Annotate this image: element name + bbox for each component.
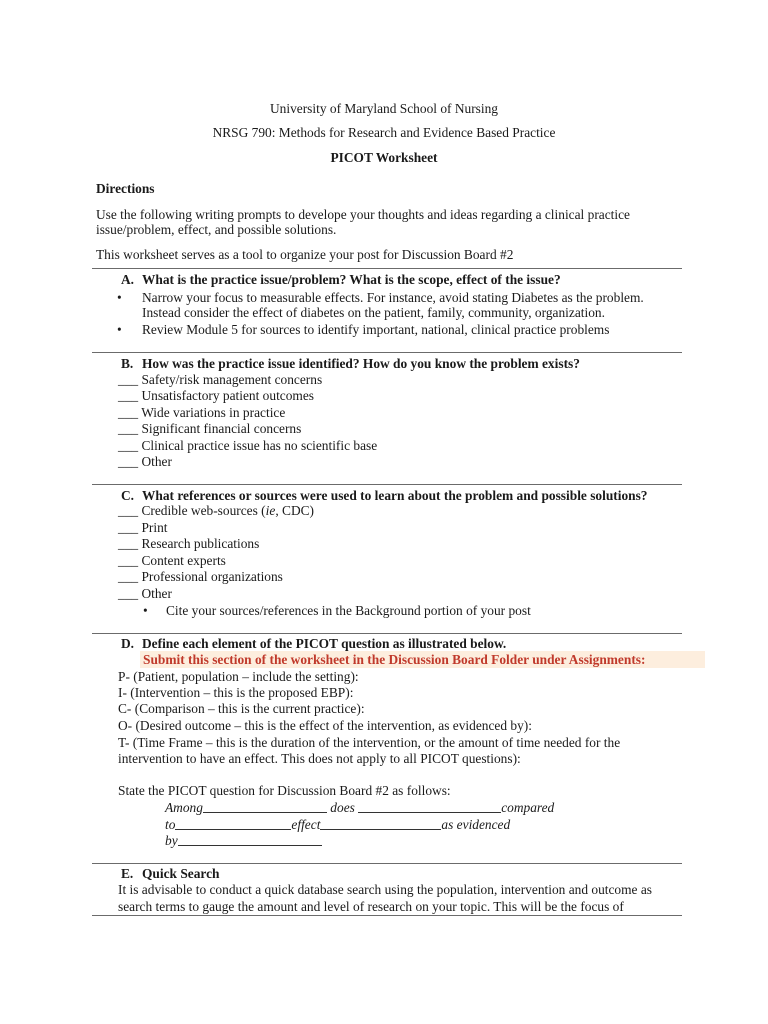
blank-line: ___	[118, 421, 139, 436]
section-a-letter: A.	[121, 272, 135, 287]
section-c-letter: C.	[121, 488, 135, 503]
checklist-item	[118, 520, 168, 536]
section-a-question: What is the practice issue/problem? What is the scope, effect of the issue?	[142, 272, 561, 287]
blank-line: ___	[118, 405, 139, 420]
blank-line: ___	[118, 438, 139, 453]
checklist-item	[118, 388, 314, 404]
blank-line: ___	[118, 569, 139, 584]
section-d-question: Define each element of the PICOT question as illustrated below.	[142, 636, 507, 651]
section-a-bullet1-line2: Instead consider the effect of diabetes on the patient, family, community, organization.	[142, 305, 605, 320]
picot-t-line2: intervention to have an effect. This does not apply to all PICOT questions):	[118, 751, 521, 766]
picot-template-line2	[165, 817, 510, 833]
blank-line: ___	[118, 553, 139, 568]
picot-t-line1: T- (Time Frame – this is the duration of the intervention, or the amount of time needed for the	[118, 735, 621, 750]
blank-line: ___	[118, 372, 139, 387]
checklist-item-label: Unsatisfactory patient outcomes	[141, 388, 314, 403]
section-c-bullet: Cite your sources/references in the Background portion of your post	[166, 603, 531, 618]
picot-among: Among	[165, 800, 203, 815]
section-e-heading: Quick Search	[142, 866, 220, 881]
section-b-question: How was the practice issue identified? How do you know the problem exists?	[142, 356, 580, 371]
section-divider	[92, 484, 682, 485]
checklist-item-label: Other	[141, 454, 172, 469]
checklist-item-label: Content experts	[141, 553, 226, 568]
directions-heading: Directions	[96, 181, 155, 196]
course-title: NRSG 790: Methods for Research and Evidence Based Practice	[212, 125, 556, 140]
university-name: University of Maryland School of Nursing	[270, 101, 498, 116]
checklist-item-label: Significant financial concerns	[141, 421, 302, 436]
directions-text-line1: Use the following writing prompts to develope your thoughts and ideas regarding a clinical practice	[96, 207, 630, 222]
checklist-item	[118, 553, 226, 569]
section-e-letter: E.	[121, 866, 134, 881]
section-divider	[92, 863, 682, 864]
section-a-bullet2: Review Module 5 for sources to identify important, national, clinical practice problems	[142, 322, 610, 337]
checklist-item	[118, 421, 301, 437]
checklist-item	[118, 569, 283, 585]
fill-in-blank	[358, 800, 501, 813]
bullet-icon: •	[117, 322, 122, 337]
checklist-item	[118, 405, 285, 421]
picot-c: C- (Comparison – this is the current practice):	[118, 701, 365, 716]
page-title: PICOT Worksheet	[330, 150, 438, 165]
picot-p: P- (Patient, population – include the setting):	[118, 669, 359, 684]
checklist-item-label: Clinical practice issue has no scientific base	[141, 438, 378, 453]
checklist-item-label-end: , CDC)	[275, 503, 315, 518]
blank-line: ___	[118, 503, 139, 518]
checklist-item	[118, 372, 322, 388]
checklist-item-label: Professional organizations	[141, 569, 283, 584]
blank-line: ___	[118, 520, 139, 535]
checklist-item	[118, 586, 172, 602]
picot-o: O- (Desired outcome – this is the effect of the intervention, as evidenced by):	[118, 718, 532, 733]
picot-i: I- (Intervention – this is the proposed EBP):	[118, 685, 354, 700]
section-divider	[92, 268, 682, 269]
blank-line: ___	[118, 536, 139, 551]
checklist-item	[118, 536, 259, 552]
checklist-item	[118, 503, 314, 519]
blank-line: ___	[118, 454, 139, 469]
picot-compared: compared	[501, 800, 555, 815]
checklist-item-label: Wide variations in practice	[141, 405, 286, 420]
picot-to: to	[165, 817, 176, 832]
picot-template-line3	[165, 833, 322, 849]
picot-as-evidenced: as evidenced	[441, 817, 511, 832]
section-divider	[92, 352, 682, 353]
section-e-text-line1: It is advisable to conduct a quick database search using the population, intervention and outcome as	[118, 882, 652, 897]
section-e-text-line2: search terms to gauge the amount and level of research on your topic. This will be the focus of	[118, 899, 624, 914]
checklist-item-label-italic: ie	[265, 503, 276, 518]
section-d-letter: D.	[121, 636, 135, 651]
checklist-item-label: Other	[141, 586, 172, 601]
picot-does: does	[330, 800, 355, 815]
picot-by: by	[165, 833, 178, 848]
bullet-icon: •	[117, 290, 122, 305]
picot-state-instruction: State the PICOT question for Discussion Board #2 as follows:	[118, 783, 451, 798]
directions-text-para2: This worksheet serves as a tool to organize your post for Discussion Board #2	[96, 247, 514, 262]
checklist-item	[118, 438, 377, 454]
bullet-icon: •	[143, 603, 148, 618]
checklist-item	[118, 454, 172, 470]
section-divider	[92, 633, 682, 634]
section-b-letter: B.	[121, 356, 134, 371]
checklist-item-label: Credible web-sources (	[141, 503, 266, 518]
directions-text-line2: issue/problem, effect, and possible solutions.	[96, 222, 337, 237]
section-divider	[92, 915, 682, 916]
submit-instruction: Submit this section of the worksheet in the Discussion Board Folder under Assignments:	[143, 652, 646, 667]
blank-line: ___	[118, 586, 139, 601]
picot-effect: effect	[291, 817, 321, 832]
checklist-item-label: Print	[141, 520, 168, 535]
section-a-bullet1-line1: Narrow your focus to measurable effects. For instance, avoid stating Diabetes as the problem.	[142, 290, 644, 305]
fill-in-blank	[320, 817, 441, 830]
picot-template-line1	[165, 800, 554, 816]
fill-in-blank	[203, 800, 327, 813]
fill-in-blank	[175, 817, 291, 830]
section-c-question: What references or sources were used to learn about the problem and possible solutions?	[142, 488, 648, 503]
checklist-item-label: Safety/risk management concerns	[141, 372, 323, 387]
checklist-item-label: Research publications	[141, 536, 260, 551]
fill-in-blank	[178, 833, 322, 846]
blank-line: ___	[118, 388, 139, 403]
